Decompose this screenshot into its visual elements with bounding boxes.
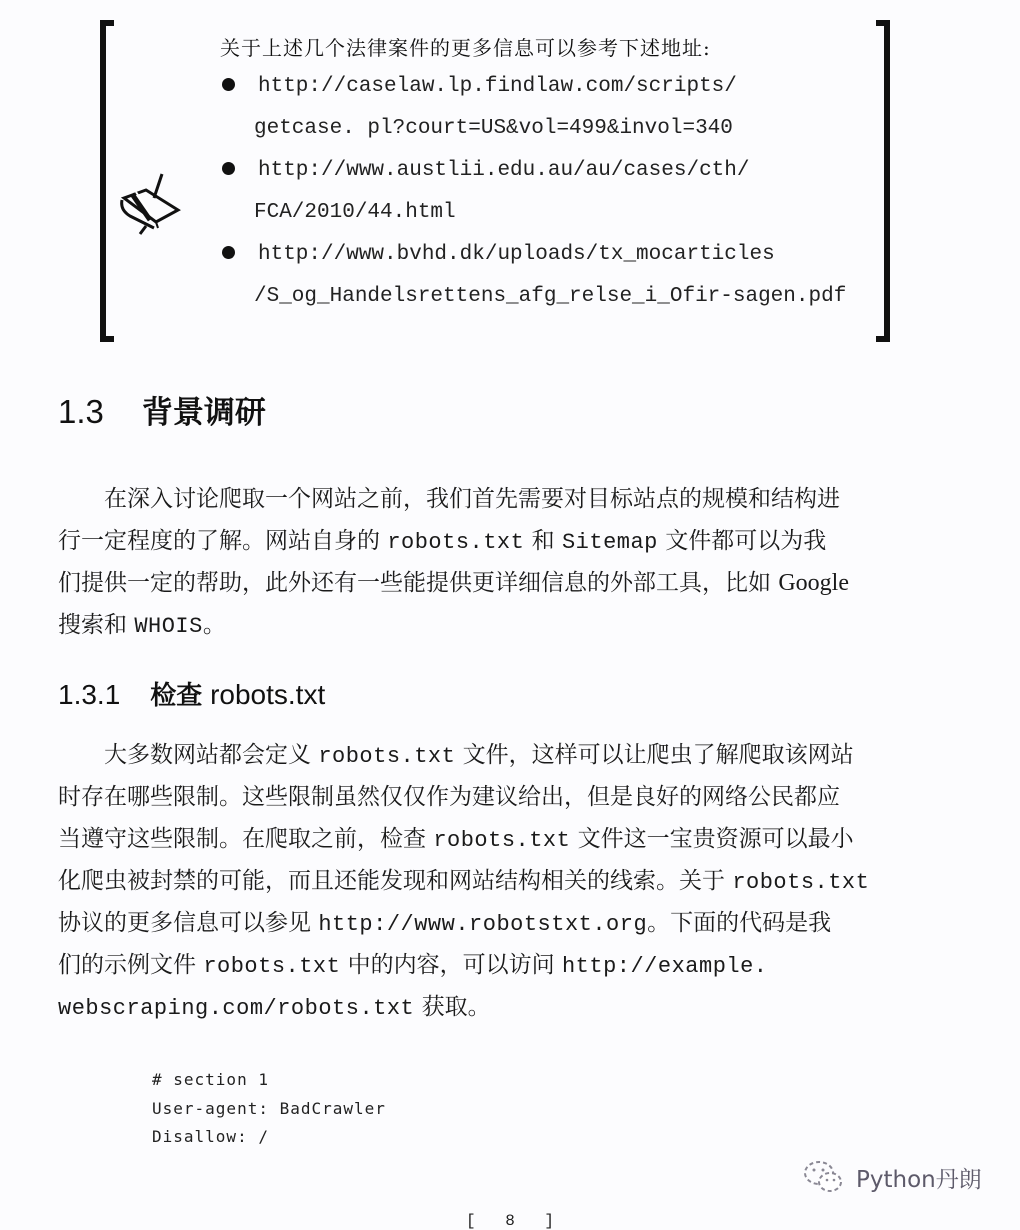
section-heading	[58, 388, 266, 437]
text: 。下面的代码是我	[647, 910, 832, 936]
text: 化爬虫被封禁的可能，而且还能发现和网站结构相关的线索。关于	[58, 868, 733, 894]
note-box	[100, 20, 890, 342]
paragraph-line	[58, 944, 938, 986]
text: 当遵守这些限制。在爬取之前，检查	[58, 826, 434, 852]
url-link[interactable]: http://www.robotstxt.org	[318, 912, 648, 937]
subsection-title-cn: 检查	[150, 681, 203, 711]
watermark-text: Python丹朗	[856, 1166, 982, 1193]
text: 和	[524, 528, 562, 554]
paragraph-line	[58, 520, 938, 562]
text: 们提供一定的帮助，此外还有一些能提供更详细信息的外部工具，比如	[58, 570, 779, 596]
note-link-item[interactable]	[220, 234, 860, 318]
note-content	[220, 34, 860, 318]
text: Google	[778, 570, 849, 596]
text: 。	[202, 612, 226, 638]
subsection-title-en: robots.txt	[210, 679, 326, 710]
text: 文件都可以为我	[657, 528, 827, 554]
link-line[interactable]: /S_og_Handelsrettens_afg_relse_i_Ofir-sagen.pdf	[254, 285, 847, 308]
link-line[interactable]: getcase. pl?court=US&vol=499&invol=340	[254, 117, 733, 140]
subsection-number: 1.3.1	[58, 679, 121, 710]
paragraph-line	[58, 860, 938, 902]
inline-code: WHOIS	[134, 614, 203, 639]
inline-code: Sitemap	[561, 530, 658, 555]
link-line[interactable]: http://www.bvhd.dk/uploads/tx_mocarticles	[258, 243, 775, 266]
paragraph-line	[58, 734, 938, 776]
code-block	[152, 1066, 386, 1152]
code-line: User-agent: BadCrawler	[152, 1098, 386, 1118]
paragraph-line	[58, 902, 938, 944]
paragraph-line	[58, 986, 938, 1028]
watermark	[802, 1158, 982, 1196]
page-number: [ 8 ]	[466, 1212, 565, 1230]
inline-code: robots.txt	[433, 828, 571, 853]
text: 协议的更多信息可以参见	[58, 910, 319, 936]
pencil-notebook-icon	[116, 170, 196, 236]
url-link[interactable]: webscraping.com/robots.txt	[58, 996, 415, 1021]
paragraph-line	[58, 562, 938, 604]
bullet-icon	[222, 246, 235, 259]
text: 行一定程度的了解。网站自身的	[58, 528, 388, 554]
code-line: Disallow: /	[152, 1127, 269, 1146]
subsection-heading	[58, 674, 325, 717]
note-link-item[interactable]	[220, 150, 860, 234]
subsection-paragraph	[58, 734, 938, 1028]
right-bracket	[876, 20, 890, 342]
paragraph-line: 在深入讨论爬取一个网站之前，我们首先需要对目标站点的规模和结构进	[104, 486, 840, 512]
left-bracket	[100, 20, 114, 342]
text: 文件，这样可以让爬虫了解爬取该网站	[455, 742, 854, 768]
text: 们的示例文件	[58, 952, 204, 978]
section-number: 1.3	[58, 393, 104, 430]
inline-code: robots.txt	[387, 530, 525, 555]
section-paragraph	[58, 478, 938, 646]
paragraph-line	[58, 818, 938, 860]
note-link-list	[220, 66, 860, 318]
url-link[interactable]: http://example.	[561, 954, 768, 979]
note-title: 关于上述几个法律案件的更多信息可以参考下述地址:	[220, 36, 711, 60]
paragraph-line: 时存在哪些限制。这些限制虽然仅仅作为建议给出，但是良好的网络公民都应	[58, 784, 840, 810]
inline-code: robots.txt	[318, 744, 456, 769]
bullet-icon	[222, 78, 235, 91]
code-line: # section 1	[152, 1070, 269, 1089]
text: 获取。	[414, 994, 491, 1020]
text: 中的内容，可以访问	[340, 952, 562, 978]
link-line[interactable]: http://www.austlii.edu.au/au/cases/cth/	[258, 159, 750, 182]
section-title: 背景调研	[141, 395, 266, 431]
note-link-item[interactable]	[220, 66, 860, 150]
paragraph-line	[58, 604, 938, 646]
text: 大多数网站都会定义	[104, 742, 319, 768]
link-line[interactable]: http://caselaw.lp.findlaw.com/scripts/	[258, 75, 737, 98]
text: 文件这一宝贵资源可以最小	[570, 826, 854, 852]
wechat-icon	[802, 1158, 846, 1196]
inline-code: robots.txt	[732, 870, 870, 895]
inline-code: robots.txt	[203, 954, 341, 979]
link-line[interactable]: FCA/2010/44.html	[254, 201, 456, 224]
text: 搜索和	[58, 612, 135, 638]
bullet-icon	[222, 162, 235, 175]
